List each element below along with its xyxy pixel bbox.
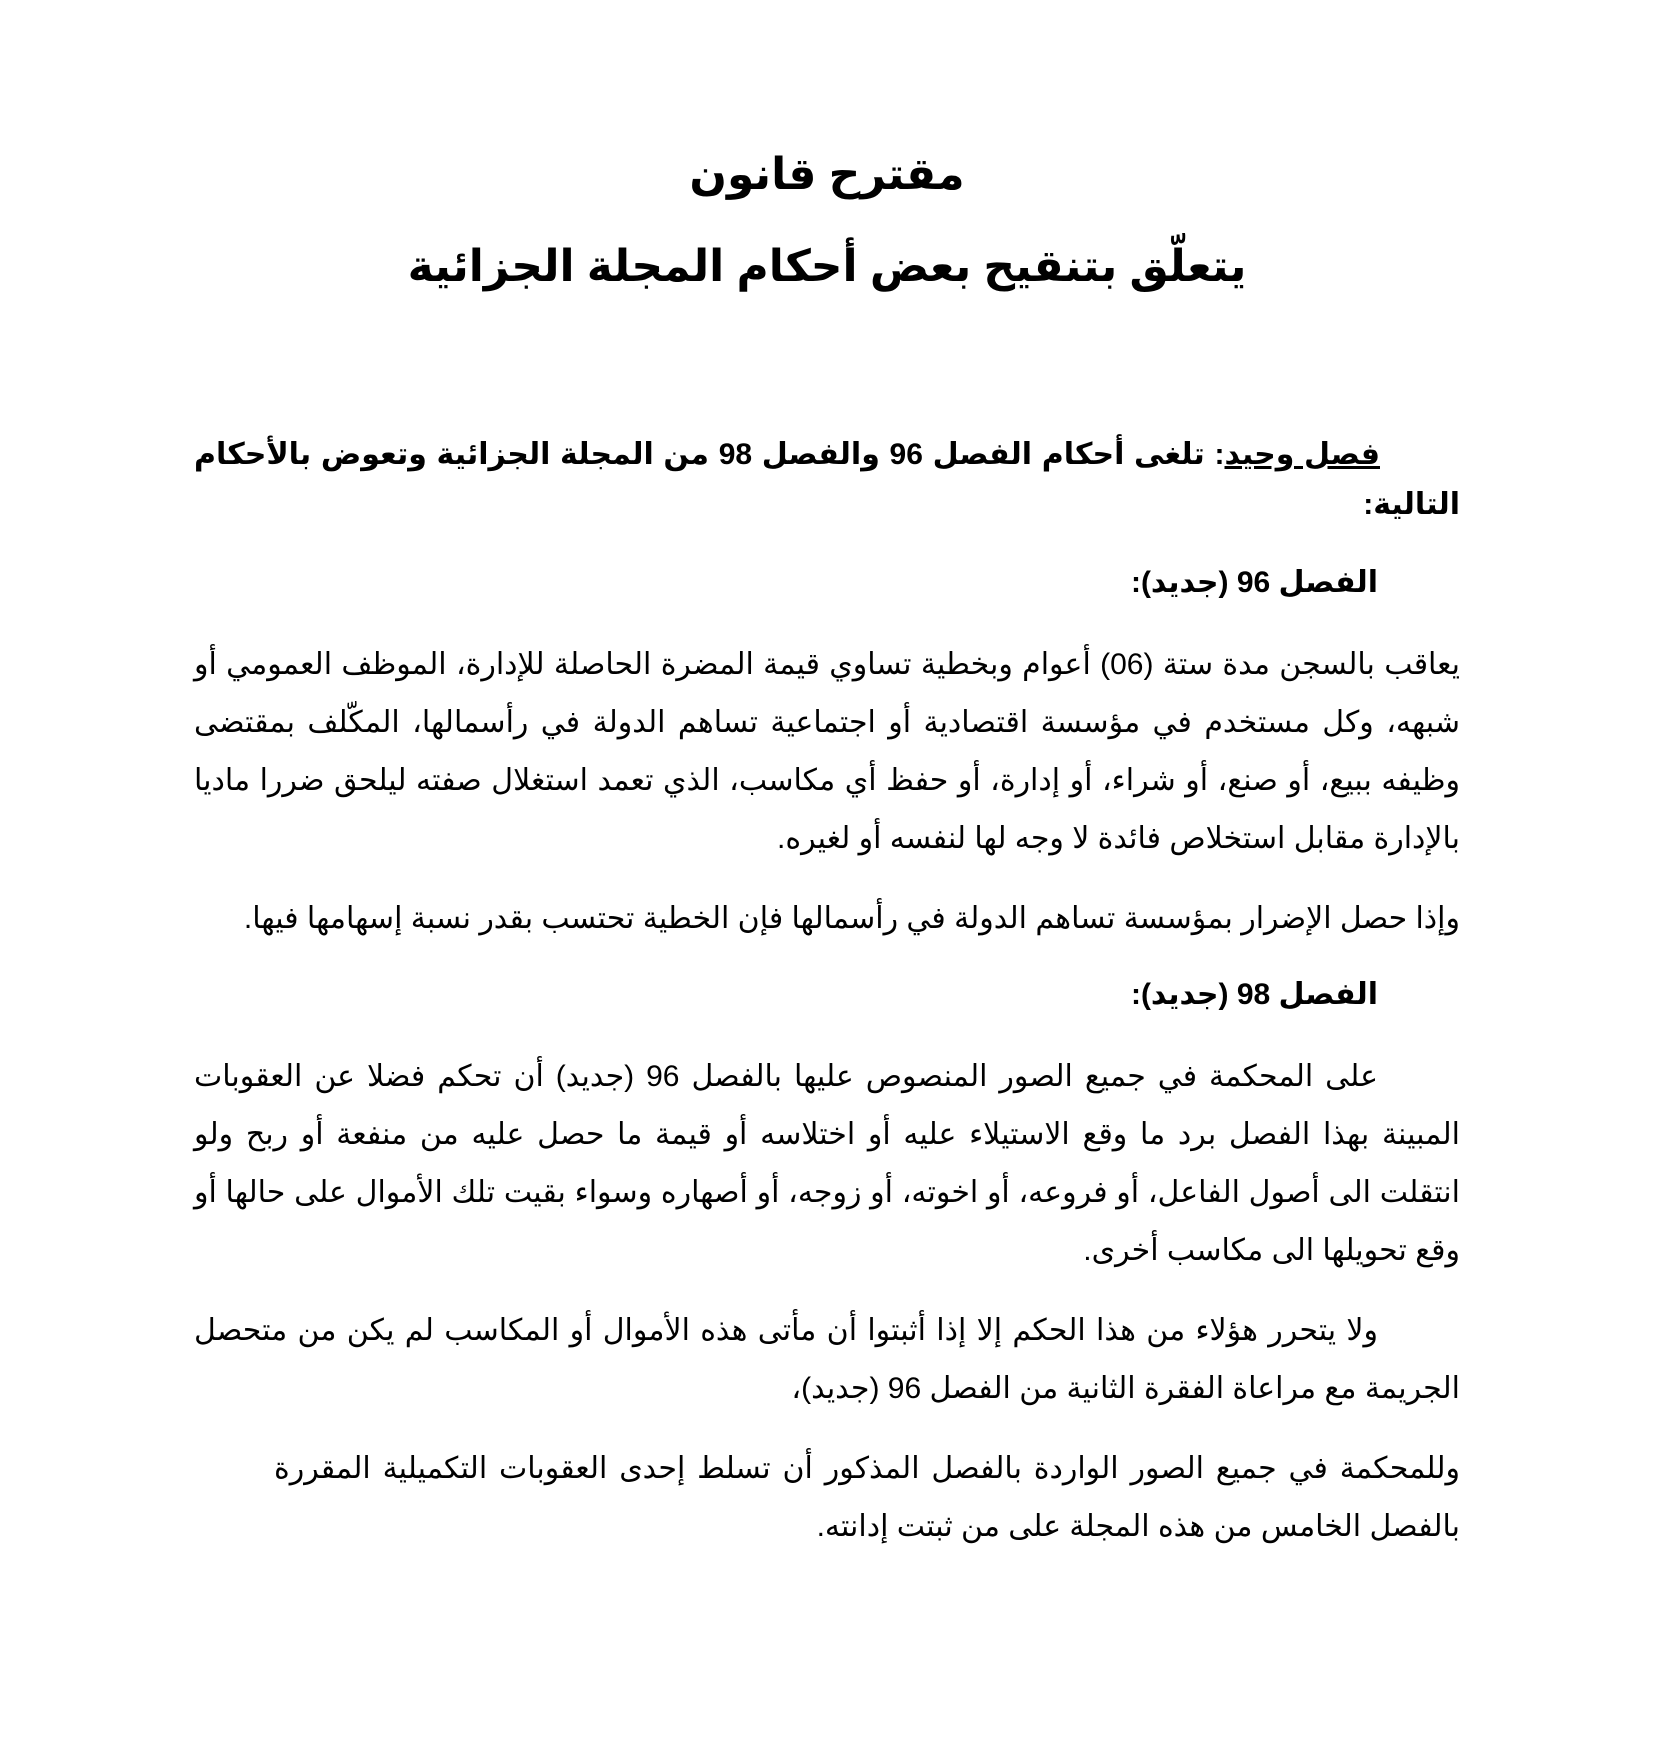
document-body bbox=[194, 430, 1460, 1578]
single-article-label: فصل وحيد bbox=[1224, 438, 1380, 471]
single-article-paragraph bbox=[194, 430, 1460, 530]
article-98-paragraph-2: ولا يتحرر هؤلاء من هذا الحكم إلا إذا أثبتوا أن مأتى هذه الأموال أو المكاسب لم يكن من متحصل الجريمة مع مراعاة الفقرة الثانية من الفصل 96 (جديد)، bbox=[194, 1314, 1460, 1405]
document-title: مقترح قانون bbox=[689, 150, 965, 199]
single-article-text: : تلغى أحكام الفصل 96 والفصل 98 من المجلة الجزائية وتعوض بالأحكام التالية: bbox=[194, 438, 1460, 521]
article-96-paragraph-1: يعاقب بالسجن مدة ستة (06) أعوام وبخطية تساوي قيمة المضرة الحاصلة للإدارة، الموظف العمومي أو شبهه، وكل مستخدم في مؤسسة اقتصادية أو اجتماعية تساهم الدولة في رأسمالها، المكّلف بمقتضى وظيفه ببيع، أو صنع، أو شراء، أو إدارة، أو حفظ أي مكاسب، الذي تعمد استغلال صفته ليلحق ضررا ماديا بالإدارة مقابل استخلاص فائدة لا وجه لها لنفسه أو لغيره. bbox=[194, 648, 1460, 855]
article-96-heading: الفصل 96 (جديد): bbox=[1130, 566, 1378, 599]
article-98-paragraph-3: وللمحكمة في جميع الصور الواردة بالفصل المذكور أن تسلط إحدى العقوبات التكميلية المقررة بالفصل الخامس من هذه المجلة على من ثبتت إدانته. bbox=[274, 1452, 1460, 1543]
article-96-paragraph-2: وإذا حصل الإضرار بمؤسسة تساهم الدولة في رأسمالها فإن الخطية تحتسب بقدر نسبة إسهامها فيها. bbox=[243, 902, 1460, 935]
document-subtitle: يتعلّق بتنقيح بعض أحكام المجلة الجزائية bbox=[407, 242, 1247, 291]
title-block bbox=[0, 140, 1654, 302]
article-98-paragraph-1: على المحكمة في جميع الصور المنصوص عليها بالفصل 96 (جديد) أن تحكم فضلا عن العقوبات المبينة بهذا الفصل برد ما وقع الاستيلاء عليه أو اختلاسه أو قيمة ما حصل عليه من منفعة أو ربح ولو انتقلت الى أصول الفاعل، أو فروعه، أو اخوته، أو زوجه، أو أصهاره وسواء بقيت تلك الأموال على حالها أو وقع تحويلها الى مكاسب أخرى. bbox=[194, 1060, 1460, 1267]
article-98-heading: الفصل 98 (جديد): bbox=[1130, 978, 1378, 1011]
